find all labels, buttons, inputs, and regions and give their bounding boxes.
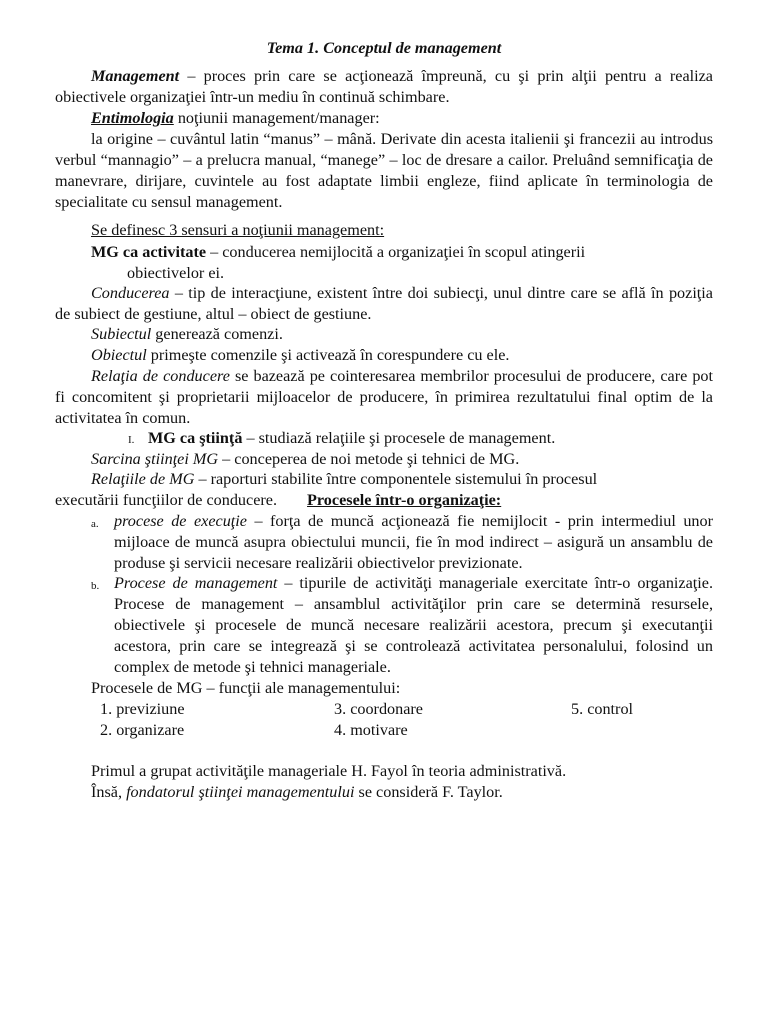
subiectul-text: generează comenzi. [151,325,283,343]
obiectul-term: Obiectul [91,346,147,364]
sarcina-line [91,449,711,470]
science-line [128,428,555,451]
etymology-paragraph [55,129,713,213]
relatiile-text-1: – raporturi stabilite între componentele sistemului în procesul [194,470,598,488]
subiectul-line [91,324,711,345]
function-item: 4. motivare [334,721,408,739]
page-title: Tema 1. Conceptul de management [266,39,502,57]
relatia-text: se bazează pe cointeresarea membrilor procesului de producere, care pot fi concomitent şi proprietarii mijloacelor de producere, în primirea rezultatului final optim de la activitatea în comun. [55,367,714,427]
sarcina-term: Sarcina ştiinţei MG [91,450,219,468]
fayol-line: Primul a grupat activităţile manageriale H. Fayol în teoria administrativă. [91,762,567,780]
relatia-term: Relaţia de conducere [91,367,230,385]
function-item: 5. control [571,700,634,718]
function-item: 3. coordonare [334,700,423,718]
conducerea-term: Conducerea [91,284,170,302]
process-b-text: – tipurile de activităţi manageriale exercitate într-o organizaţie. Procese de management – ansamblul activităţilor prin care se determină resursele, obiectivele şi procesele de muncă necesare realizării acestora, precum şi executanţii acestora, prin care se integrează şi se controlează activitatea personalului, folosind un complex de metode şi tehnici manageriale. [114,574,714,676]
relatia-paragraph [55,366,713,429]
process-b-term: Procese de management [114,574,278,592]
obiectul-line [91,345,711,366]
science-term: MG ca ştiinţă [148,429,243,447]
activity-text-1: – conducerea nemijlocită a organizaţiei în scopul atingerii [206,243,586,261]
science-marker: I. [128,434,135,446]
process-a-text: – forţa de muncă acţionează fie nemijlocit - prin intermediul unor mijloace de muncă asupra obiectului muncii, fie în mod indirect – asigură un ansamblu de produse şi servicii necesare realizării obiectivelor previzionate. [114,512,714,572]
subiectul-term: Subiectul [91,325,152,343]
etymology-line1: la origine – cuvântul latin “manus” – mână. Derivate din acesta italienii şi francezii [91,130,636,148]
obiectul-text: primeşte comenzile şi activează în corespundere cu ele. [146,346,510,364]
management-text: – proces prin care se acţionează împreună, cu şi prin alţii pentru a realiza obiectivele organizaţiei într-un mediu în continuă schimbare. [55,67,713,106]
process-a-marker: a. [91,518,99,530]
conducerea-text: – tip de interacţiune, existent între doi subiecţi, unul dintre care se află în poziţia de subiect de gestiune, altul – obiect de gestiune. [55,284,713,323]
etymology-heading [91,108,711,129]
process-b-marker: b. [91,580,100,592]
relatiile-line2 [55,490,501,511]
activity-line1 [91,242,713,263]
etymology-text: noţiunii management/manager: [173,109,380,127]
conducerea-paragraph [55,283,713,325]
process-b-paragraph [114,573,713,678]
relatiile-term: Relaţiile de MG [91,470,195,488]
taylor-text: se consideră F. Taylor. [354,783,503,801]
relatiile-line1 [91,469,713,490]
senses-heading: Se definesc 3 sensuri a noţiunii management: [91,221,385,239]
etymology-term: Entimologia [91,109,174,127]
taylor-prefix: Însă, [91,783,127,801]
process-a-term: procese de execuţie [114,512,247,530]
process-a-paragraph [114,511,713,574]
activity-term: MG ca activitate [91,243,207,261]
taylor-line [91,782,711,803]
relatiile-text-2: executării funcţiilor de conducere. [55,491,278,509]
function-item: 1. previziune [100,700,185,718]
functions-heading: Procesele de MG – funcţii ale managementului: [91,679,401,697]
etymology-rest: au introdus verbul “mannagio” – a prelucra manual, “manege” – loc de dresare a cailor. Preluând semnificaţia de manevrare, dirijare, cuvintele au fost adaptate limbii engleze, fiind aplicate în terminologia de specialitate cu sensul management. [55,130,714,211]
management-term: Management [91,67,180,85]
science-text: – studiază relaţiile şi procesele de management. [242,429,556,447]
management-definition [55,66,713,108]
function-item: 2. organizare [100,721,185,739]
activity-line2: obiectivelor ei. [127,264,225,282]
sarcina-text: – conceperea de noi metode şi tehnici de MG. [218,450,520,468]
processes-heading: Procesele într-o organizaţie: [307,491,502,509]
taylor-term: fondatorul ştiinţei managementului [126,783,355,801]
